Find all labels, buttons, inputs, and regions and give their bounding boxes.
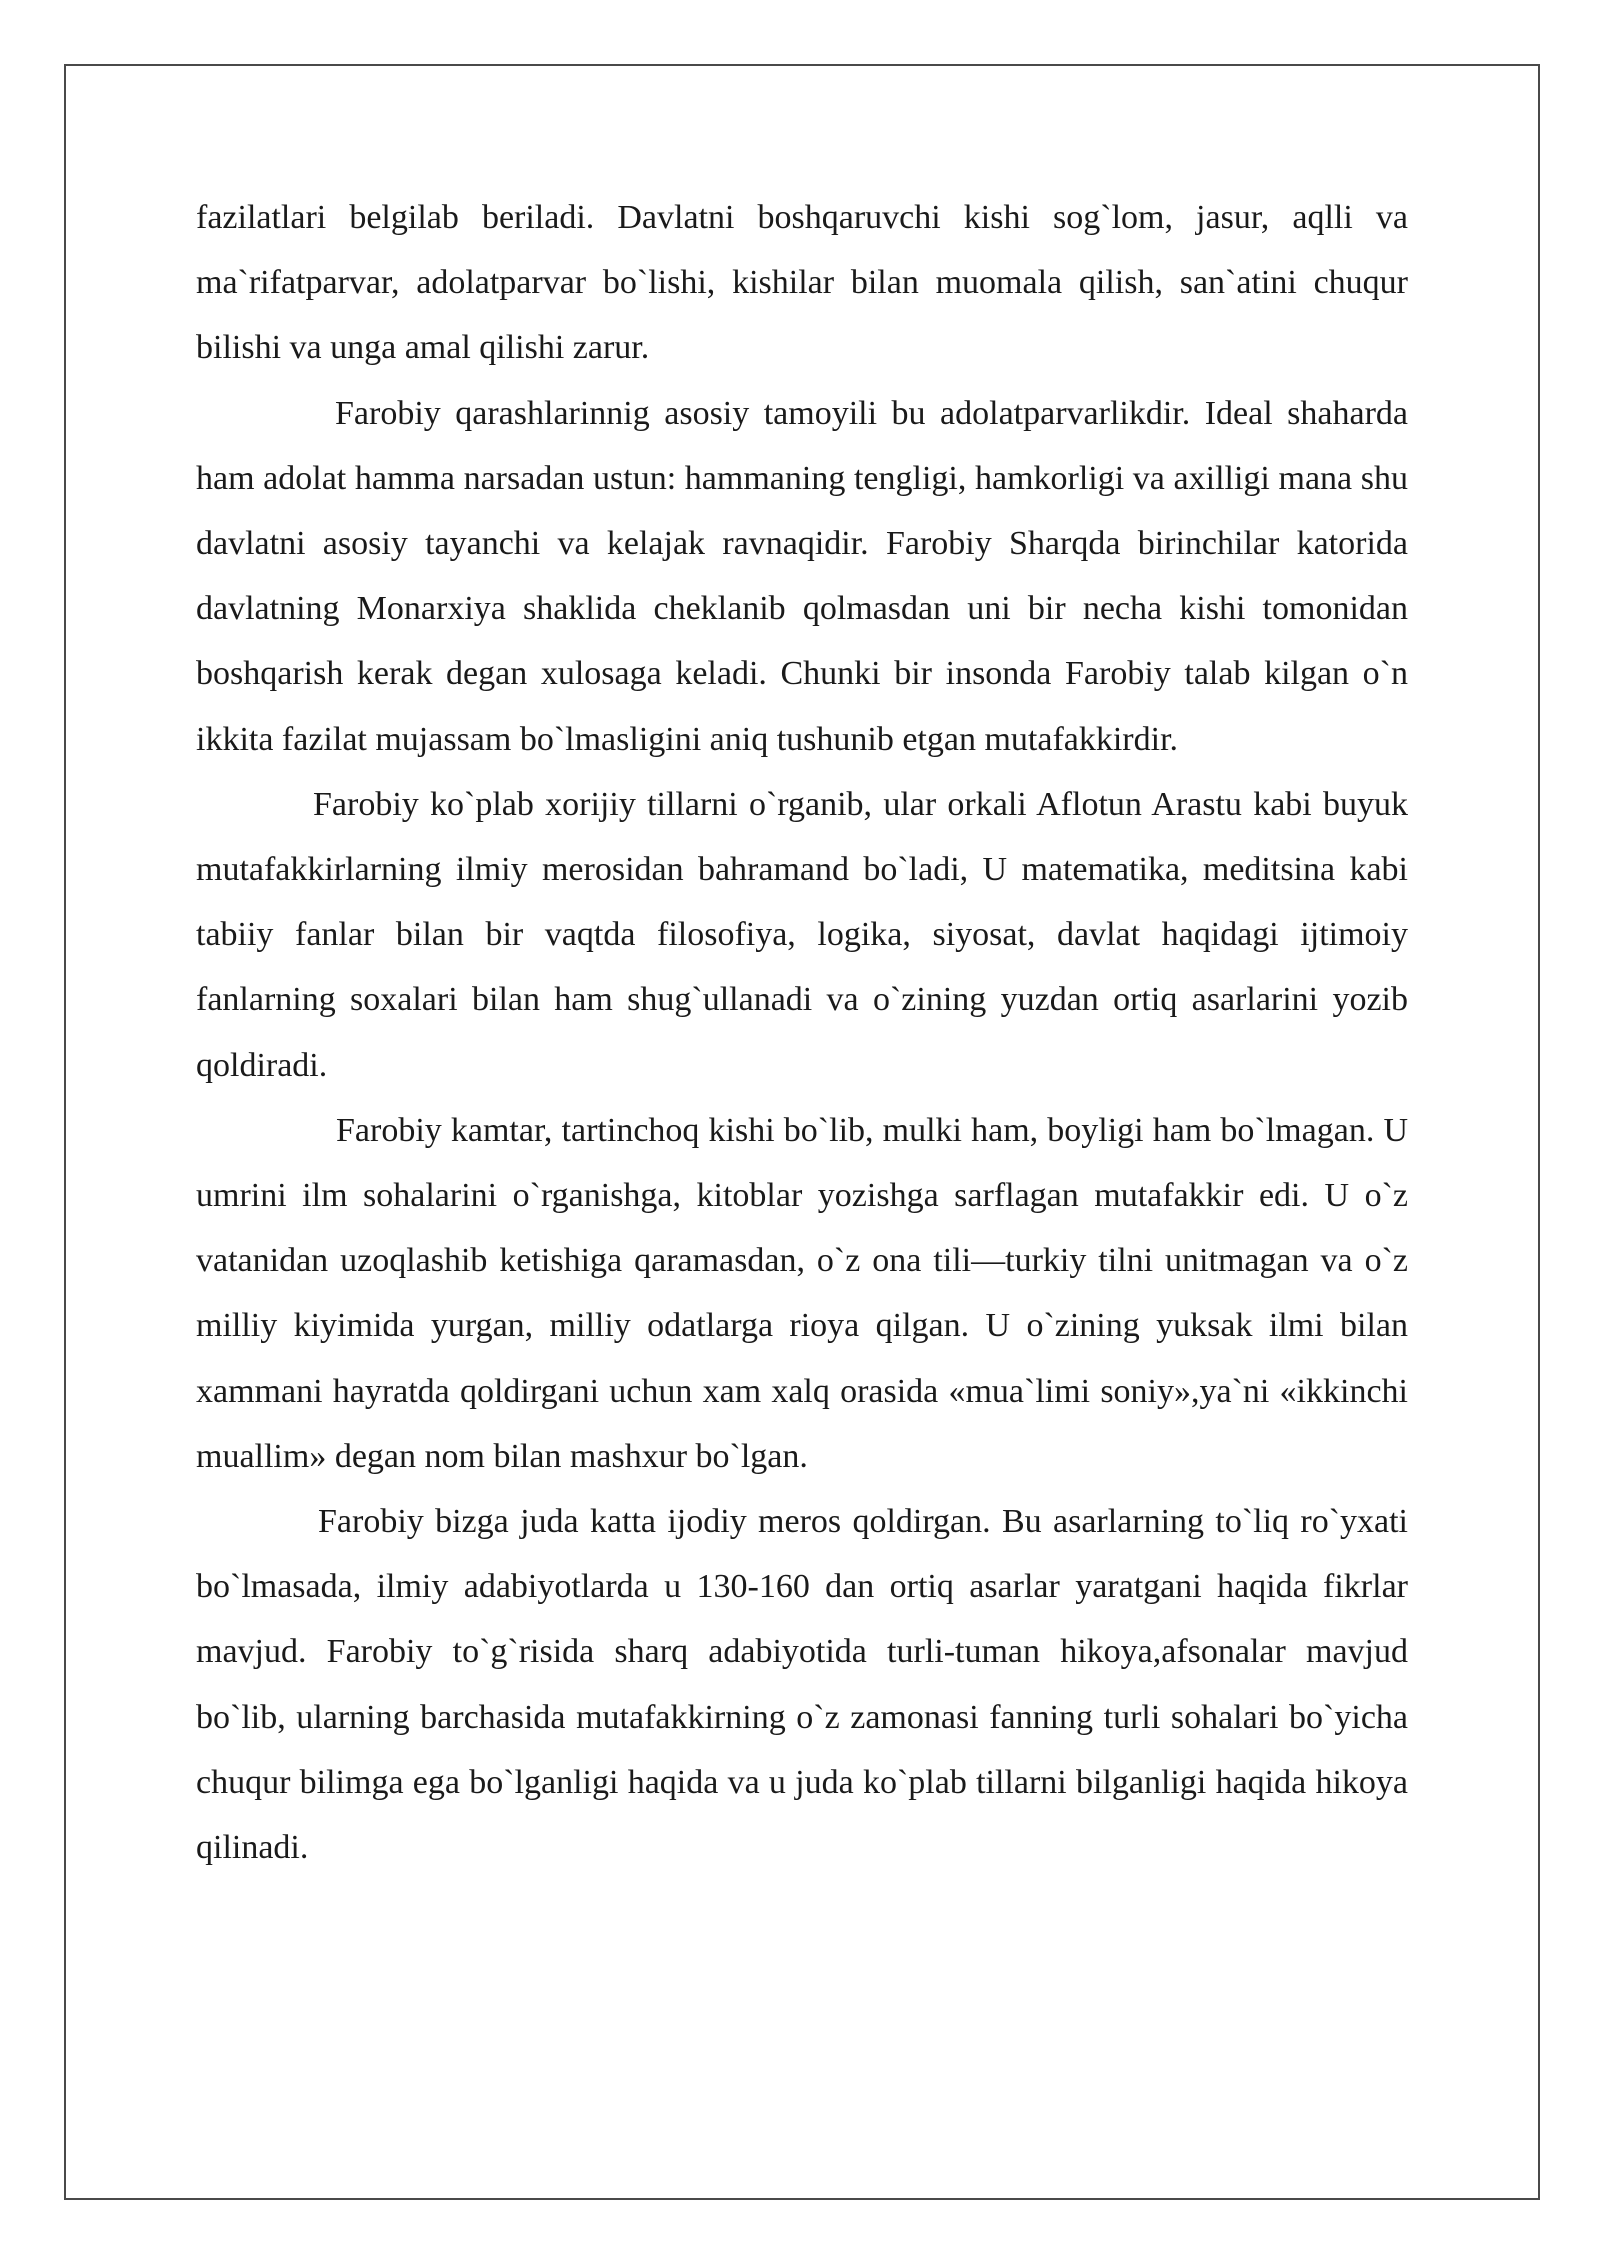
document-body xyxy=(196,185,1408,1880)
paragraph-4: Farobiy kamtar, tartinchoq kishi bo`lib, mulki ham, boyligi ham bo`lmagan. U umrini ilm sohalarini o`rganishga, kitoblar yozishga sarflagan mutafakkir edi. U o`z vatanidan uzoqlashib ketishiga qaramasdan, o`z ona tili—turkiy tilni unitmagan va o`z milliy kiyimida yurgan, milliy odatlarga rioya qilgan. U o`zining yuksak ilmi bilan xammani hayratda qoldirgani uchun xam xalq orasida «mua`limi soniy»,ya`ni «ikkinchi muallim» degan nom bilan mashxur bo`lgan. xyxy=(196,1111,1408,1475)
paragraph-5: Farobiy bizga juda katta ijodiy meros qoldirgan. Bu asarlarning to`liq ro`yxati bo`lmasada, ilmiy adabiyotlarda u 130-160 dan ortiq asarlar yaratgani haqida fikrlar mavjud. Farobiy to`g`risida sharq adabiyotida turli-tuman hikoya,afsonalar mavjud bo`lib, ularning barchasida mutafakkirning o`z zamonasi fanning turli sohalari bo`yicha chuqur bilimga ega bo`lganligi haqida va u juda ko`plab tillarni bilganligi haqida hikoya qilinadi. xyxy=(196,1503,1408,1867)
paragraph-3: Farobiy ko`plab xorijiy tillarni o`rganib, ular orkali Aflotun Arastu kabi buyuk mutafakkirlarning ilmiy merosidan bahramand bo`ladi, U matematika, meditsina kabi tabiiy fanlar bilan bir vaqtda filosofiya, logika, siyosat, davlat haqidagi ijtimoiy fanlarning soxalari bilan ham shug`ullanadi va o`zining yuzdan ortiq asarlarini yozib qoldiradi. xyxy=(196,785,1408,1084)
paragraph-2: Farobiy qarashlarinnig asosiy tamoyili bu adolatparvarlikdir. Ideal shaharda ham adolat hamma narsadan ustun: hammaning tengligi, hamkorligi va axilligi mana shu davlatni asosiy tayanchi va kelajak ravnaqidir. Farobiy Sharqda birinchilar katorida davlatning Monarxiya shaklida cheklanib qolmasdan uni bir necha kishi tomonidan boshqarish kerak degan xulosaga keladi. Chunki bir insonda Farobiy talab kilgan o`n ikkita fazilat mujassam bo`lmasligini aniq tushunib etgan mutafakkirdir. xyxy=(196,394,1408,758)
paragraph-1: fazilatlari belgilab beriladi. Davlatni boshqaruvchi kishi sog`lom, jasur, aqlli va ma`rifatparvar, adolatparvar bo`lishi, kishilar bilan muomala qilish, san`atini chuqur bilishi va unga amal qilishi zarur. xyxy=(196,199,1408,367)
